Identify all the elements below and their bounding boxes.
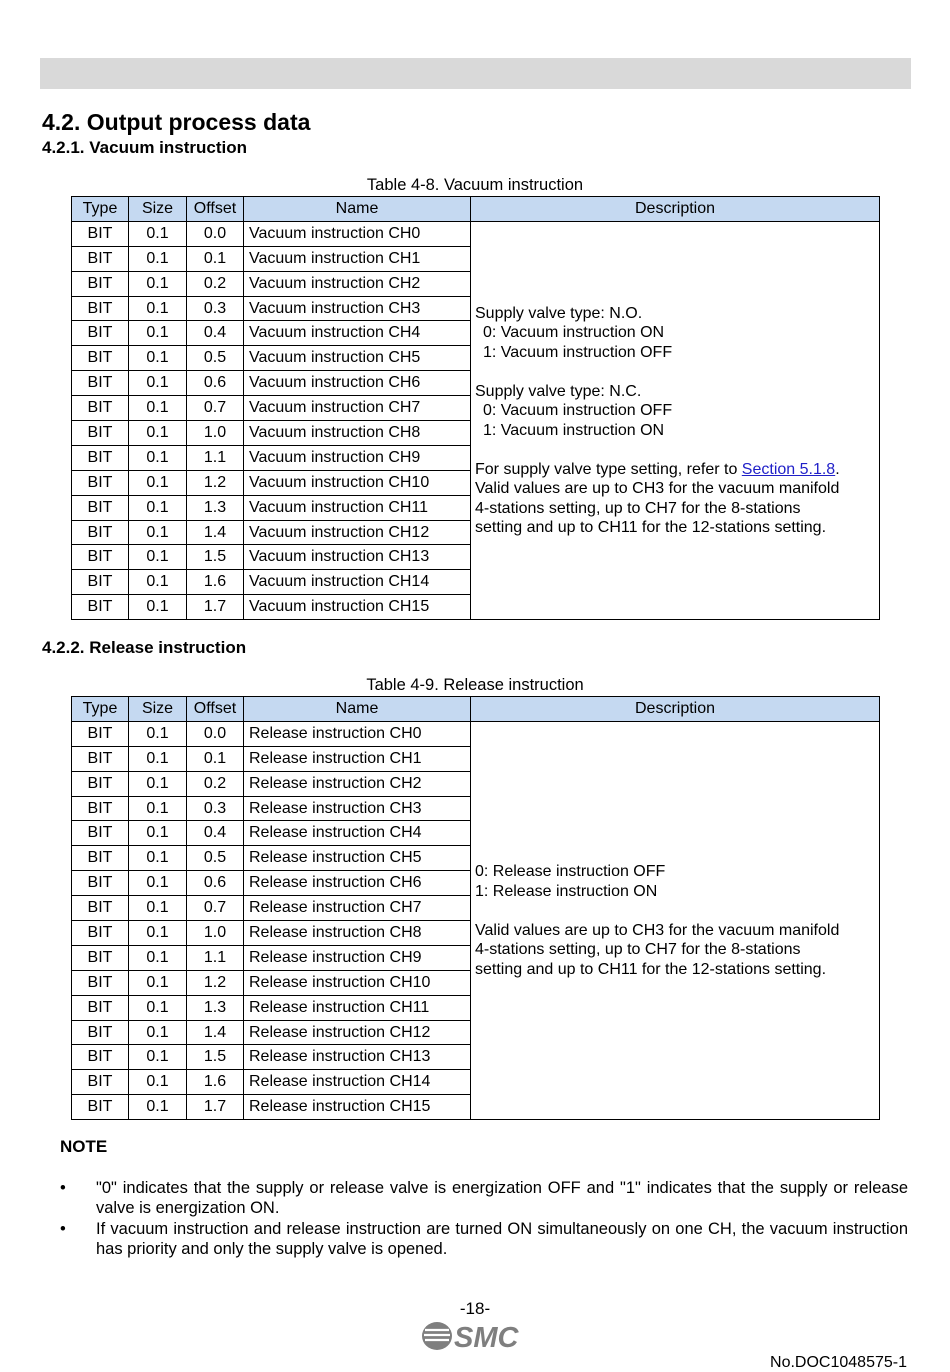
cell-size: 0.1 — [129, 721, 187, 746]
cell-offset: 0.0 — [187, 721, 244, 746]
cell-offset: 0.1 — [187, 746, 244, 771]
cell-description — [471, 721, 880, 1119]
cell-size: 0.1 — [129, 995, 187, 1020]
smc-logo — [420, 1318, 528, 1354]
cell-offset: 1.6 — [187, 570, 244, 595]
section-5-1-8-link[interactable]: Section 5.1.8 — [741, 460, 836, 478]
col-header-type: Type — [72, 697, 129, 722]
cell-size: 0.1 — [129, 470, 187, 495]
desc-reference — [475, 460, 875, 480]
cell-type: BIT — [72, 896, 129, 921]
cell-name: Vacuum instruction CH6 — [244, 371, 471, 396]
cell-offset: 1.3 — [187, 495, 244, 520]
table-caption-vacuum: Table 4-8. Vacuum instruction — [366, 176, 584, 194]
cell-type: BIT — [72, 296, 129, 321]
cell-size: 0.1 — [129, 221, 187, 246]
col-header-name: Name — [244, 197, 471, 222]
desc-nc-1: 1: Vacuum instruction ON — [483, 421, 665, 439]
cell-offset: 0.2 — [187, 271, 244, 296]
table-row — [72, 721, 880, 746]
vacuum-instruction-table — [71, 196, 880, 620]
cell-offset: 0.2 — [187, 771, 244, 796]
section-title: 4.2. Output process data — [42, 109, 311, 135]
cell-name: Release instruction CH6 — [244, 871, 471, 896]
cell-name: Vacuum instruction CH0 — [244, 221, 471, 246]
cell-type: BIT — [72, 846, 129, 871]
cell-size: 0.1 — [129, 746, 187, 771]
cell-name: Release instruction CH0 — [244, 721, 471, 746]
desc-ref-suffix: . — [835, 460, 840, 478]
cell-size: 0.1 — [129, 495, 187, 520]
cell-offset: 1.1 — [187, 445, 244, 470]
cell-name: Vacuum instruction CH4 — [244, 321, 471, 346]
cell-name: Vacuum instruction CH10 — [244, 470, 471, 495]
cell-size: 0.1 — [129, 396, 187, 421]
cell-name: Vacuum instruction CH11 — [244, 495, 471, 520]
cell-type: BIT — [72, 771, 129, 796]
cell-size: 0.1 — [129, 520, 187, 545]
cell-offset: 0.6 — [187, 871, 244, 896]
cell-size: 0.1 — [129, 296, 187, 321]
cell-type: BIT — [72, 421, 129, 446]
cell-type: BIT — [72, 970, 129, 995]
cell-name: Vacuum instruction CH14 — [244, 570, 471, 595]
cell-type: BIT — [72, 821, 129, 846]
cell-type: BIT — [72, 1095, 129, 1120]
cell-size: 0.1 — [129, 346, 187, 371]
cell-name: Vacuum instruction CH3 — [244, 296, 471, 321]
cell-type: BIT — [72, 371, 129, 396]
cell-size: 0.1 — [129, 445, 187, 470]
cell-offset: 1.3 — [187, 995, 244, 1020]
cell-type: BIT — [72, 495, 129, 520]
col-header-name: Name — [244, 697, 471, 722]
document-number: No.DOC1048575-1 — [770, 1354, 907, 1371]
desc-valid-2: 4-stations setting, up to CH7 for the 8-stations — [475, 499, 801, 517]
cell-type: BIT — [72, 1070, 129, 1095]
cell-description — [471, 221, 880, 619]
cell-offset: 0.0 — [187, 221, 244, 246]
release-instruction-table — [71, 696, 880, 1120]
desc-valid-1: Valid values are up to CH3 for the vacuum manifold — [475, 921, 840, 939]
cell-type: BIT — [72, 271, 129, 296]
cell-name: Vacuum instruction CH5 — [244, 346, 471, 371]
table-row — [72, 221, 880, 246]
cell-name: Release instruction CH8 — [244, 921, 471, 946]
cell-name: Release instruction CH3 — [244, 796, 471, 821]
cell-offset: 1.6 — [187, 1070, 244, 1095]
cell-size: 0.1 — [129, 796, 187, 821]
col-header-description: Description — [471, 697, 880, 722]
cell-size: 0.1 — [129, 921, 187, 946]
bullet-icon: • — [60, 1179, 66, 1197]
cell-name: Release instruction CH7 — [244, 896, 471, 921]
desc-no-1: 1: Vacuum instruction OFF — [483, 343, 673, 361]
cell-size: 0.1 — [129, 271, 187, 296]
cell-size: 0.1 — [129, 970, 187, 995]
col-header-offset: Offset — [187, 697, 244, 722]
cell-type: BIT — [72, 595, 129, 620]
cell-name: Vacuum instruction CH15 — [244, 595, 471, 620]
cell-offset: 1.7 — [187, 595, 244, 620]
cell-size: 0.1 — [129, 246, 187, 271]
cell-type: BIT — [72, 246, 129, 271]
cell-type: BIT — [72, 1045, 129, 1070]
cell-offset: 0.3 — [187, 796, 244, 821]
cell-size: 0.1 — [129, 945, 187, 970]
cell-offset: 0.5 — [187, 346, 244, 371]
col-header-offset: Offset — [187, 197, 244, 222]
table-header-row — [72, 697, 880, 722]
desc-line-0: 0: Release instruction OFF — [475, 863, 666, 881]
cell-name: Release instruction CH15 — [244, 1095, 471, 1120]
cell-size: 0.1 — [129, 771, 187, 796]
cell-type: BIT — [72, 520, 129, 545]
desc-valid-1: Valid values are up to CH3 for the vacuum manifold — [475, 480, 840, 498]
cell-offset: 0.7 — [187, 396, 244, 421]
note-text: "0" indicates that the supply or release valve is energization OFF and "1" indicates that the supply or release valve is energization ON. — [96, 1179, 908, 1217]
table-caption-release: Table 4-9. Release instruction — [366, 676, 584, 694]
cell-size: 0.1 — [129, 896, 187, 921]
desc-valid-3: setting and up to CH11 for the 12-stations setting. — [475, 960, 827, 978]
cell-type: BIT — [72, 796, 129, 821]
desc-no-title: Supply valve type: N.O. — [475, 304, 643, 322]
cell-size: 0.1 — [129, 321, 187, 346]
note-text: If vacuum instruction and release instruction are turned ON simultaneously on one CH, the vacuum instruction has priority and only the supply valve is opened. — [96, 1220, 908, 1258]
cell-offset: 0.5 — [187, 846, 244, 871]
desc-valid-3: setting and up to CH11 for the 12-stations setting. — [475, 519, 827, 537]
cell-offset: 1.0 — [187, 421, 244, 446]
cell-name: Release instruction CH9 — [244, 945, 471, 970]
cell-offset: 1.4 — [187, 520, 244, 545]
cell-name: Release instruction CH10 — [244, 970, 471, 995]
cell-size: 0.1 — [129, 846, 187, 871]
cell-offset: 1.2 — [187, 970, 244, 995]
col-header-size: Size — [129, 197, 187, 222]
cell-name: Release instruction CH5 — [244, 846, 471, 871]
cell-type: BIT — [72, 721, 129, 746]
cell-type: BIT — [72, 1020, 129, 1045]
subsection-title-vacuum: 4.2.1. Vacuum instruction — [42, 138, 248, 157]
cell-offset: 1.5 — [187, 1045, 244, 1070]
cell-type: BIT — [72, 346, 129, 371]
desc-nc-title: Supply valve type: N.C. — [475, 382, 642, 400]
cell-type: BIT — [72, 221, 129, 246]
cell-name: Release instruction CH4 — [244, 821, 471, 846]
table-header-row — [72, 197, 880, 222]
cell-size: 0.1 — [129, 595, 187, 620]
cell-size: 0.1 — [129, 871, 187, 896]
cell-type: BIT — [72, 570, 129, 595]
cell-offset: 0.1 — [187, 246, 244, 271]
desc-line-1: 1: Release instruction ON — [475, 882, 658, 900]
desc-ref-prefix: For supply valve type setting, refer to — [475, 460, 742, 478]
col-header-size: Size — [129, 697, 187, 722]
cell-name: Release instruction CH13 — [244, 1045, 471, 1070]
cell-name: Release instruction CH14 — [244, 1070, 471, 1095]
bullet-icon: • — [60, 1220, 66, 1238]
cell-name: Vacuum instruction CH12 — [244, 520, 471, 545]
cell-offset: 1.2 — [187, 470, 244, 495]
cell-name: Release instruction CH1 — [244, 746, 471, 771]
cell-type: BIT — [72, 470, 129, 495]
cell-size: 0.1 — [129, 821, 187, 846]
note-list — [60, 1178, 908, 1260]
cell-size: 0.1 — [129, 1020, 187, 1045]
smc-logo-text: SMC — [454, 1322, 519, 1354]
cell-size: 0.1 — [129, 1045, 187, 1070]
page-number: -18- — [459, 1299, 491, 1318]
cell-type: BIT — [72, 995, 129, 1020]
cell-offset: 0.3 — [187, 296, 244, 321]
cell-type: BIT — [72, 545, 129, 570]
cell-size: 0.1 — [129, 1070, 187, 1095]
cell-name: Vacuum instruction CH13 — [244, 545, 471, 570]
cell-type: BIT — [72, 921, 129, 946]
cell-name: Release instruction CH11 — [244, 995, 471, 1020]
note-item — [60, 1178, 908, 1218]
cell-offset: 0.4 — [187, 821, 244, 846]
header-band — [40, 58, 911, 89]
cell-type: BIT — [72, 321, 129, 346]
cell-offset: 1.4 — [187, 1020, 244, 1045]
desc-no-0: 0: Vacuum instruction ON — [483, 324, 665, 342]
cell-name: Vacuum instruction CH2 — [244, 271, 471, 296]
cell-type: BIT — [72, 871, 129, 896]
cell-offset: 0.6 — [187, 371, 244, 396]
cell-name: Vacuum instruction CH7 — [244, 396, 471, 421]
smc-logo-icon — [422, 1322, 452, 1350]
cell-size: 0.1 — [129, 545, 187, 570]
cell-offset: 0.7 — [187, 896, 244, 921]
cell-name: Vacuum instruction CH8 — [244, 421, 471, 446]
col-header-type: Type — [72, 197, 129, 222]
cell-name: Release instruction CH12 — [244, 1020, 471, 1045]
cell-offset: 1.1 — [187, 945, 244, 970]
cell-size: 0.1 — [129, 1095, 187, 1120]
cell-type: BIT — [72, 746, 129, 771]
cell-offset: 1.5 — [187, 545, 244, 570]
note-title: NOTE — [60, 1137, 108, 1156]
cell-offset: 1.7 — [187, 1095, 244, 1120]
cell-size: 0.1 — [129, 570, 187, 595]
desc-valid-2: 4-stations setting, up to CH7 for the 8-stations — [475, 941, 801, 959]
desc-nc-0: 0: Vacuum instruction OFF — [483, 402, 673, 420]
note-item — [60, 1219, 908, 1259]
cell-size: 0.1 — [129, 421, 187, 446]
subsection-title-release: 4.2.2. Release instruction — [42, 638, 247, 657]
col-header-description: Description — [471, 197, 880, 222]
cell-offset: 1.0 — [187, 921, 244, 946]
cell-name: Vacuum instruction CH1 — [244, 246, 471, 271]
cell-name: Vacuum instruction CH9 — [244, 445, 471, 470]
cell-type: BIT — [72, 945, 129, 970]
cell-offset: 0.4 — [187, 321, 244, 346]
cell-name: Release instruction CH2 — [244, 771, 471, 796]
cell-size: 0.1 — [129, 371, 187, 396]
cell-type: BIT — [72, 396, 129, 421]
cell-type: BIT — [72, 445, 129, 470]
